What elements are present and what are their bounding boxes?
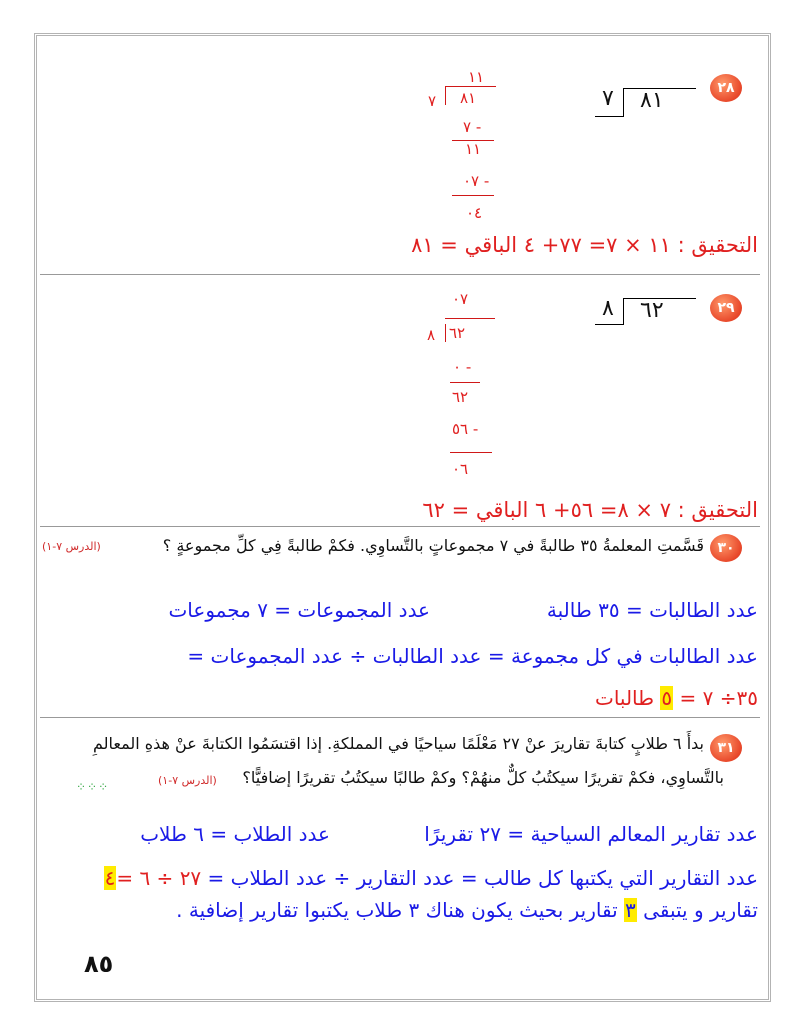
p31-formula-text: عدد التقارير التي يكتبها كل طالب = عدد التقارير ÷ عدد الطلاب = xyxy=(207,866,758,890)
separator xyxy=(40,526,760,527)
p29-step-2: ٦٢ xyxy=(452,388,469,406)
p28-quotient: ١١ xyxy=(468,68,485,86)
p31-reports-count: عدد تقارير المعالم السياحية = ٢٧ تقريرًا xyxy=(424,822,758,846)
p29-step-3: ٥٦ - xyxy=(452,420,479,438)
p31-question-line-2: بالتَّساوِي، فكمْ تقريرًا سيكتُبُ كلٌّ منهُمْ؟ وكمْ طالبًا سيكتُبُ تقريرًا إضافيًّا؟ xyxy=(242,768,724,787)
p30-answer-highlight: ٥ xyxy=(661,686,673,710)
p31-lesson-ref: (الدرس ٧-١) xyxy=(158,774,217,787)
problem-28-badge: ٢٨ xyxy=(710,74,742,102)
p31-students-count: عدد الطلاب = ٦ طلاب xyxy=(140,822,330,846)
p28-step-2: ١١ xyxy=(465,140,482,158)
p28-step-1: ٧ - xyxy=(463,118,482,136)
p30-answer-unit: طالبات xyxy=(594,686,655,710)
p28-step-4: ٠٤ xyxy=(466,204,483,222)
p29-line-2 xyxy=(450,452,492,453)
p29-bracket-baseline xyxy=(595,324,623,325)
p29-quotient: ٠٧ xyxy=(452,290,469,308)
p31-remainder-highlight: ٣ xyxy=(625,898,636,922)
p30-formula: عدد الطالبات في كل مجموعة = عدد الطالبات ÷ عدد المجموعات = xyxy=(187,644,758,668)
p30-lesson-ref: (الدرس ٧-١) xyxy=(42,540,101,553)
p28-work-divisor: ٧ xyxy=(428,92,437,110)
p31-conclusion-b: تقارير بحيث يكون هناك ٣ طلاب يكتبوا تقارير إضافية . xyxy=(176,898,618,922)
p31-dots-decoration: ⁘⁘⁘ xyxy=(76,780,110,794)
p28-dividend: ٨١ xyxy=(640,88,664,113)
p29-work-dividend: ٦٢ xyxy=(445,324,465,342)
p29-step-4: ٠٦ xyxy=(452,460,469,478)
p29-check: التحقيق : ٧ × ٨= ٥٦+ ٦ الباقي = ٦٢ xyxy=(422,498,758,522)
p31-question-line-1: بدأَ ٦ طلابٍ كتابةَ تقاريرَ عنْ ٢٧ مَعْلَمًا سياحيًا في المملكةِ. إذا اقتسَمُوا الكتابةَ عنْ هذهِ المعالمِ xyxy=(92,734,704,753)
p28-divisor: ٧ xyxy=(602,86,614,111)
p30-groups-count: عدد المجموعات = ٧ مجموعات xyxy=(168,598,430,622)
page-number: ٨٥ xyxy=(84,950,114,978)
p29-step-1: ٠ - xyxy=(453,358,472,376)
separator xyxy=(40,717,760,718)
separator xyxy=(40,274,760,275)
p28-line-2 xyxy=(452,195,494,196)
p28-check: التحقيق : ١١ × ٧= ٧٧+ ٤ الباقي = ٨١ xyxy=(411,233,758,257)
p31-formula xyxy=(104,866,758,890)
p31-conclusion-a: تقارير و يتبقى xyxy=(643,898,758,922)
p30-answer-eq: ٣٥÷ ٧ = xyxy=(679,686,758,710)
p30-question: قَسَّمتِ المعلمةُ ٣٥ طالبةً في ٧ مجموعاتٍ بالتَّساوِي. فكمْ طالبةً فِي كلِّ مجموعةٍ ؟ xyxy=(162,536,704,555)
p30-students-count: عدد الطالبات = ٣٥ طالبة xyxy=(546,598,758,622)
problem-31-badge: ٣١ xyxy=(710,734,742,762)
p29-line-1 xyxy=(450,382,480,383)
p31-formula-eq: ٢٧ ÷ ٦ = xyxy=(116,866,202,890)
p31-conclusion xyxy=(176,898,758,922)
p30-answer xyxy=(595,686,758,710)
problem-29-badge: ٢٩ xyxy=(710,294,742,322)
p28-bracket-baseline xyxy=(595,116,623,117)
problem-30-badge: ٣٠ xyxy=(710,534,742,562)
p29-dividend: ٦٢ xyxy=(640,298,664,323)
p29-work-divisor: ٨ xyxy=(427,326,436,344)
p31-formula-answer: ٤ xyxy=(104,866,116,890)
p28-step-3: ٠٧ - xyxy=(463,172,490,190)
p29-divisor: ٨ xyxy=(602,296,614,321)
p28-work-dividend: ٨١ xyxy=(460,89,477,107)
